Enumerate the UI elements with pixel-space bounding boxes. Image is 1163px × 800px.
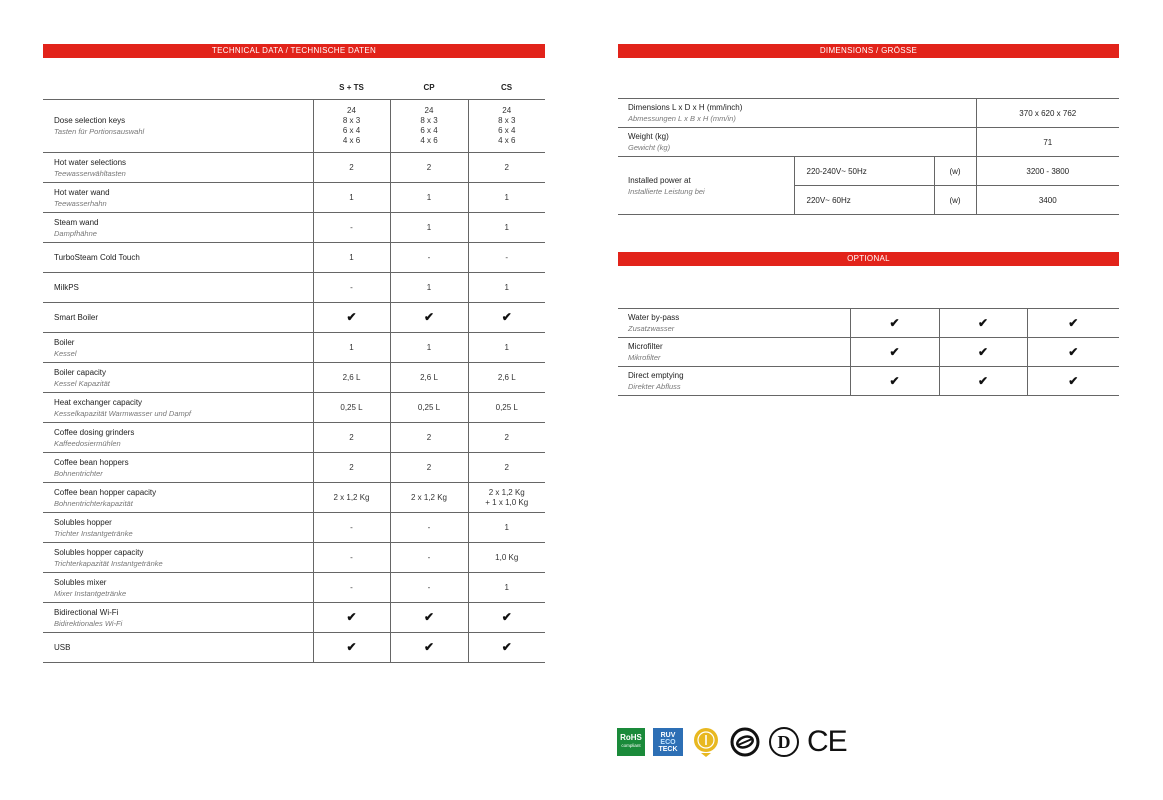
spec-value — [468, 213, 545, 243]
spec-label-de: Trichterkapazität Instantgetränke — [54, 558, 163, 568]
spec-label — [43, 543, 313, 573]
spec-label-en: Solubles hopper — [54, 517, 112, 527]
spec-value-line: 2 x 1,2 Kg — [410, 492, 448, 502]
spec-value-text: 1,0 Kg — [495, 552, 519, 562]
optional-row — [618, 309, 1119, 338]
spec-value-text: 2 — [426, 162, 432, 172]
spec-label — [43, 483, 313, 513]
optional-label-de: Direkter Abfluss — [628, 382, 681, 391]
spec-value — [313, 100, 390, 153]
spec-label-en: Boiler capacity — [54, 367, 107, 377]
spec-label-en: Steam wand — [54, 217, 99, 227]
spec-label — [43, 363, 313, 393]
ruv-text-2: ECO — [660, 738, 676, 746]
spec-value — [390, 100, 468, 153]
check-icon: ✔ — [977, 374, 989, 388]
spec-row — [43, 573, 545, 603]
spec-value-text: 1 — [504, 582, 509, 592]
spec-label-de: Teewasserwähltasten — [54, 168, 126, 178]
size-label — [618, 99, 976, 128]
spec-value — [390, 393, 468, 423]
spec-value-text: - — [427, 522, 431, 532]
optional-label — [618, 367, 850, 396]
technical-header-row — [43, 75, 545, 100]
ovel-seal-icon — [729, 727, 761, 757]
spec-value-line: 4 x 6 — [498, 136, 516, 145]
spec-value — [313, 243, 390, 273]
spec-value-text: 1 — [426, 222, 432, 232]
spec-value-text: 2,6 L — [420, 372, 438, 382]
spec-value-text: 1 — [426, 342, 432, 352]
spec-label — [43, 603, 313, 633]
spec-value-line: + 1 x 1,0 Kg — [485, 497, 529, 507]
spec-value — [313, 513, 390, 543]
optional-label-de: Zusatzwasser — [628, 324, 675, 333]
spec-row — [43, 603, 545, 633]
spec-value-text: 2 — [504, 162, 509, 172]
spec-value — [468, 633, 545, 663]
dimensions-header: DIMENSIONS / GRÖSSE — [618, 44, 1119, 58]
spec-label — [43, 183, 313, 213]
spec-label-en: Solubles mixer — [54, 577, 107, 587]
spec-value-line: 6 x 4 — [342, 126, 361, 135]
check-icon: ✔ — [1068, 374, 1079, 388]
rohs-subtext: compliant — [621, 743, 641, 748]
spec-value — [468, 303, 545, 333]
check-icon: ✔ — [889, 316, 900, 330]
check-icon: ✔ — [501, 309, 512, 324]
spec-value — [313, 633, 390, 663]
spec-value-text: 1 — [349, 252, 354, 262]
spec-row — [43, 153, 545, 183]
spec-label-en: Bidirectional Wi-Fi — [54, 607, 119, 617]
spec-label — [43, 153, 313, 183]
optional-label-de: Mikrofilter — [628, 353, 661, 362]
spec-value — [313, 543, 390, 573]
spec-value — [390, 333, 468, 363]
spec-value — [313, 183, 390, 213]
spec-row — [43, 100, 545, 153]
spec-value — [313, 483, 390, 513]
spec-value-line: 24 — [502, 106, 512, 115]
power-value-1: 3200 - 3800 — [976, 157, 1119, 186]
check-icon: ✔ — [346, 639, 357, 654]
rohs-text: RoHS — [620, 733, 642, 742]
spec-value-text: - — [505, 252, 509, 262]
spec-value — [390, 363, 468, 393]
spec-value-line: 8 x 3 — [498, 116, 516, 125]
check-icon: ✔ — [501, 639, 512, 654]
certification-marks — [617, 725, 847, 759]
check-icon: ✔ — [423, 309, 435, 324]
spec-label — [43, 513, 313, 543]
spec-label — [43, 303, 313, 333]
spec-value — [390, 243, 468, 273]
spec-value — [390, 453, 468, 483]
d-mark-logo — [769, 727, 799, 757]
spec-label-en: Hot water selections — [54, 157, 127, 167]
spec-label-de: Bohnentrichterkapazität — [54, 498, 133, 508]
size-label-en: Dimensions L x D x H (mm/inch) — [628, 103, 743, 112]
dimensions-size-row — [618, 99, 1119, 128]
spec-value-text: 1 — [426, 282, 432, 292]
spec-value — [390, 483, 468, 513]
spec-value — [468, 603, 545, 633]
weight-label — [618, 128, 976, 157]
spec-label-en: TurboSteam Cold Touch — [54, 253, 140, 262]
column-header-cs: CS — [468, 75, 545, 100]
size-label-de: Abmessungen L x B x H (mm/in) — [628, 114, 736, 123]
check-icon: ✔ — [1068, 316, 1079, 330]
spec-label-en: Coffee bean hopper capacity — [54, 487, 157, 497]
check-icon: ✔ — [423, 639, 435, 654]
spec-value-text: 2 — [349, 462, 354, 472]
spec-value-text: 2 — [426, 432, 432, 442]
dimensions-weight-row — [618, 128, 1119, 157]
spec-value — [468, 183, 545, 213]
spec-value-text: 1 — [504, 222, 509, 232]
power-label-de: Installierte Leistung bei — [628, 186, 705, 196]
spec-label — [43, 573, 313, 603]
spec-value-text: 0,25 L — [340, 402, 363, 412]
spec-value — [390, 573, 468, 603]
technical-data-table — [43, 75, 545, 663]
spec-value — [468, 363, 545, 393]
column-header-s-ts: S + TS — [313, 75, 390, 100]
spec-value — [390, 423, 468, 453]
optional-value — [850, 367, 939, 396]
spec-value — [468, 513, 545, 543]
spec-value — [313, 273, 390, 303]
spec-label-de: Tasten für Portionsauswahl — [54, 127, 145, 136]
optional-value — [1027, 367, 1119, 396]
spec-row — [43, 483, 545, 513]
spec-value-text: 2 — [426, 462, 432, 472]
spec-value — [468, 100, 545, 153]
spec-row — [43, 393, 545, 423]
spec-value-text: 2,6 L — [497, 372, 516, 382]
spec-row — [43, 363, 545, 393]
spec-value-text: 2 — [504, 432, 509, 442]
spec-label-en: Smart Boiler — [54, 313, 99, 322]
spec-value-text: 2 — [349, 162, 354, 172]
ruv-eco-teck-logo — [653, 728, 683, 756]
spec-value — [313, 303, 390, 333]
power-label-en: Installed power at — [628, 175, 691, 185]
spec-label-en: USB — [54, 643, 71, 652]
spec-value — [313, 573, 390, 603]
spec-row — [43, 333, 545, 363]
spec-label — [43, 273, 313, 303]
spec-value — [313, 423, 390, 453]
check-icon: ✔ — [1068, 345, 1079, 359]
spec-value — [468, 393, 545, 423]
spec-value-line: 4 x 6 — [342, 136, 361, 145]
check-icon: ✔ — [346, 609, 357, 624]
spec-label — [43, 393, 313, 423]
ce-mark-text: CE — [807, 725, 847, 758]
power-row-1 — [618, 157, 1119, 186]
spec-value — [313, 153, 390, 183]
spec-value — [313, 453, 390, 483]
ruv-text-1: RUV — [660, 731, 676, 739]
spec-label-en: Boiler — [54, 337, 75, 347]
spec-value — [468, 333, 545, 363]
power-label — [618, 157, 794, 215]
spec-value — [313, 363, 390, 393]
spec-value-line: 24 — [424, 106, 434, 115]
spec-row — [43, 273, 545, 303]
rohs-logo — [617, 728, 645, 756]
spec-value — [468, 453, 545, 483]
spec-value-line: 24 — [347, 106, 356, 115]
optional-value — [1027, 309, 1119, 338]
spec-label-de: Trichter Instantgetränke — [54, 528, 133, 538]
optional-value — [939, 309, 1027, 338]
check-icon: ✔ — [423, 609, 435, 624]
spec-value — [468, 573, 545, 603]
check-icon: ✔ — [889, 345, 900, 359]
spec-value-line: 2 x 1,2 Kg — [488, 487, 525, 497]
check-icon: ✔ — [346, 309, 357, 324]
spec-value — [313, 213, 390, 243]
technical-data-header: TECHNICAL DATA / TECHNISCHE DATEN — [43, 44, 545, 58]
check-icon: ✔ — [977, 316, 989, 330]
spec-value-text: - — [350, 282, 353, 292]
spec-value — [313, 333, 390, 363]
optional-table — [618, 308, 1119, 396]
spec-value-text: 1 — [349, 192, 354, 202]
optional-value — [939, 367, 1027, 396]
spec-label-de: Kessel — [54, 348, 77, 358]
spec-value-line: 6 x 4 — [498, 126, 516, 135]
power-value-2: 3400 — [976, 186, 1119, 215]
spec-value-text: 2 — [504, 462, 509, 472]
spec-label-de: Dampfhähne — [54, 228, 97, 238]
spec-value — [468, 243, 545, 273]
spec-value-text: - — [350, 552, 353, 562]
spec-label-de: Kessel Kapazität — [54, 378, 110, 388]
spec-value-text: - — [350, 522, 353, 532]
spec-label — [43, 453, 313, 483]
spec-value — [313, 393, 390, 423]
spec-label-en: Coffee dosing grinders — [54, 427, 135, 437]
spec-row — [43, 423, 545, 453]
spec-row — [43, 213, 545, 243]
optional-row — [618, 338, 1119, 367]
optional-value — [939, 338, 1027, 367]
spec-value-text: 1 — [426, 192, 432, 202]
spec-value-text: - — [350, 582, 353, 592]
ce-mark-logo — [807, 725, 847, 759]
size-value: 370 x 620 x 762 — [976, 99, 1119, 128]
optional-value — [850, 338, 939, 367]
spec-value-text: 2,6 L — [342, 372, 361, 382]
spec-value — [390, 633, 468, 663]
optional-header: OPTIONAL — [618, 252, 1119, 266]
spec-value-text: 2 — [349, 432, 354, 442]
spec-value — [390, 603, 468, 633]
power-unit-2: (w) — [934, 186, 976, 215]
spec-value-line: 6 x 4 — [420, 126, 438, 135]
optional-value — [850, 309, 939, 338]
spec-value — [468, 483, 545, 513]
spec-label — [43, 633, 313, 663]
spec-value-text: - — [427, 552, 431, 562]
spec-value — [468, 423, 545, 453]
spec-value — [390, 183, 468, 213]
spec-label-de: Mixer Instantgetränke — [54, 588, 127, 598]
spec-value — [390, 213, 468, 243]
spec-value — [390, 153, 468, 183]
spec-value — [390, 543, 468, 573]
spec-label-de: Kaffeedosiermühlen — [54, 438, 121, 448]
optional-label-en: Direct emptying — [628, 371, 684, 380]
spec-label-en: MilkPS — [54, 283, 79, 292]
spec-row — [43, 243, 545, 273]
spec-value-text: 1 — [504, 342, 509, 352]
spec-label-de: Teewasserhahn — [54, 198, 107, 208]
d-mark-text: D — [777, 731, 791, 752]
spec-value — [390, 513, 468, 543]
spec-value-text: 1 — [504, 192, 509, 202]
spec-value-text: 1 — [504, 522, 509, 532]
spec-value-line: 4 x 6 — [420, 136, 438, 145]
spec-value-line: 8 x 3 — [420, 116, 438, 125]
spec-value — [390, 303, 468, 333]
spec-label — [43, 213, 313, 243]
spec-value — [390, 273, 468, 303]
spec-label — [43, 423, 313, 453]
weight-value: 71 — [976, 128, 1119, 157]
optional-label-en: Water by-pass — [628, 313, 680, 322]
optional-label — [618, 309, 850, 338]
spec-label-de: Kesselkapazität Warmwasser und Dampf — [54, 408, 191, 418]
spec-label-en: Hot water wand — [54, 187, 110, 197]
spec-label-de: Bohnentrichter — [54, 468, 103, 478]
check-icon: ✔ — [977, 345, 989, 359]
spec-label-en: Dose selection keys — [54, 116, 126, 125]
spec-value-text: 1 — [349, 342, 354, 352]
ruv-text-3: TECK — [658, 745, 678, 753]
spec-label — [43, 243, 313, 273]
spec-label-en: Heat exchanger capacity — [54, 397, 143, 407]
spec-value-text: - — [427, 252, 431, 262]
optional-label-en: Microfilter — [628, 342, 663, 351]
spec-value-text: 1 — [504, 282, 509, 292]
weight-label-en: Weight (kg) — [628, 132, 669, 141]
spec-value — [468, 543, 545, 573]
optional-value — [1027, 338, 1119, 367]
dimensions-table — [618, 98, 1119, 215]
gold-seal-icon — [691, 726, 721, 758]
check-icon: ✔ — [889, 374, 900, 388]
power-voltage-2: 220V~ 60Hz — [794, 186, 934, 215]
spec-value-text: - — [350, 222, 353, 232]
power-voltage-1: 220-240V~ 50Hz — [794, 157, 934, 186]
spec-value-line: 8 x 3 — [342, 116, 361, 125]
spec-value-text: 0,25 L — [495, 402, 518, 412]
optional-label — [618, 338, 850, 367]
spec-row — [43, 453, 545, 483]
spec-value — [468, 273, 545, 303]
optional-row — [618, 367, 1119, 396]
spec-label-en: Coffee bean hoppers — [54, 457, 129, 467]
power-unit-1: (w) — [934, 157, 976, 186]
check-icon: ✔ — [501, 609, 512, 624]
spec-row — [43, 633, 545, 663]
spec-label — [43, 100, 313, 153]
header-label-cell — [43, 75, 313, 100]
spec-row — [43, 543, 545, 573]
column-header-cp: CP — [390, 75, 468, 100]
weight-label-de: Gewicht (kg) — [628, 143, 671, 152]
spec-value — [313, 603, 390, 633]
spec-label-en: Solubles hopper capacity — [54, 547, 144, 557]
spec-label-de: Bidirektionales Wi-Fi — [54, 618, 123, 628]
spec-row — [43, 513, 545, 543]
spec-value-text: - — [427, 582, 431, 592]
spec-label — [43, 333, 313, 363]
spec-value — [468, 153, 545, 183]
spec-row — [43, 303, 545, 333]
spec-value-text: 0,25 L — [417, 402, 441, 412]
spec-value-line: 2 x 1,2 Kg — [333, 492, 370, 502]
spec-row — [43, 183, 545, 213]
